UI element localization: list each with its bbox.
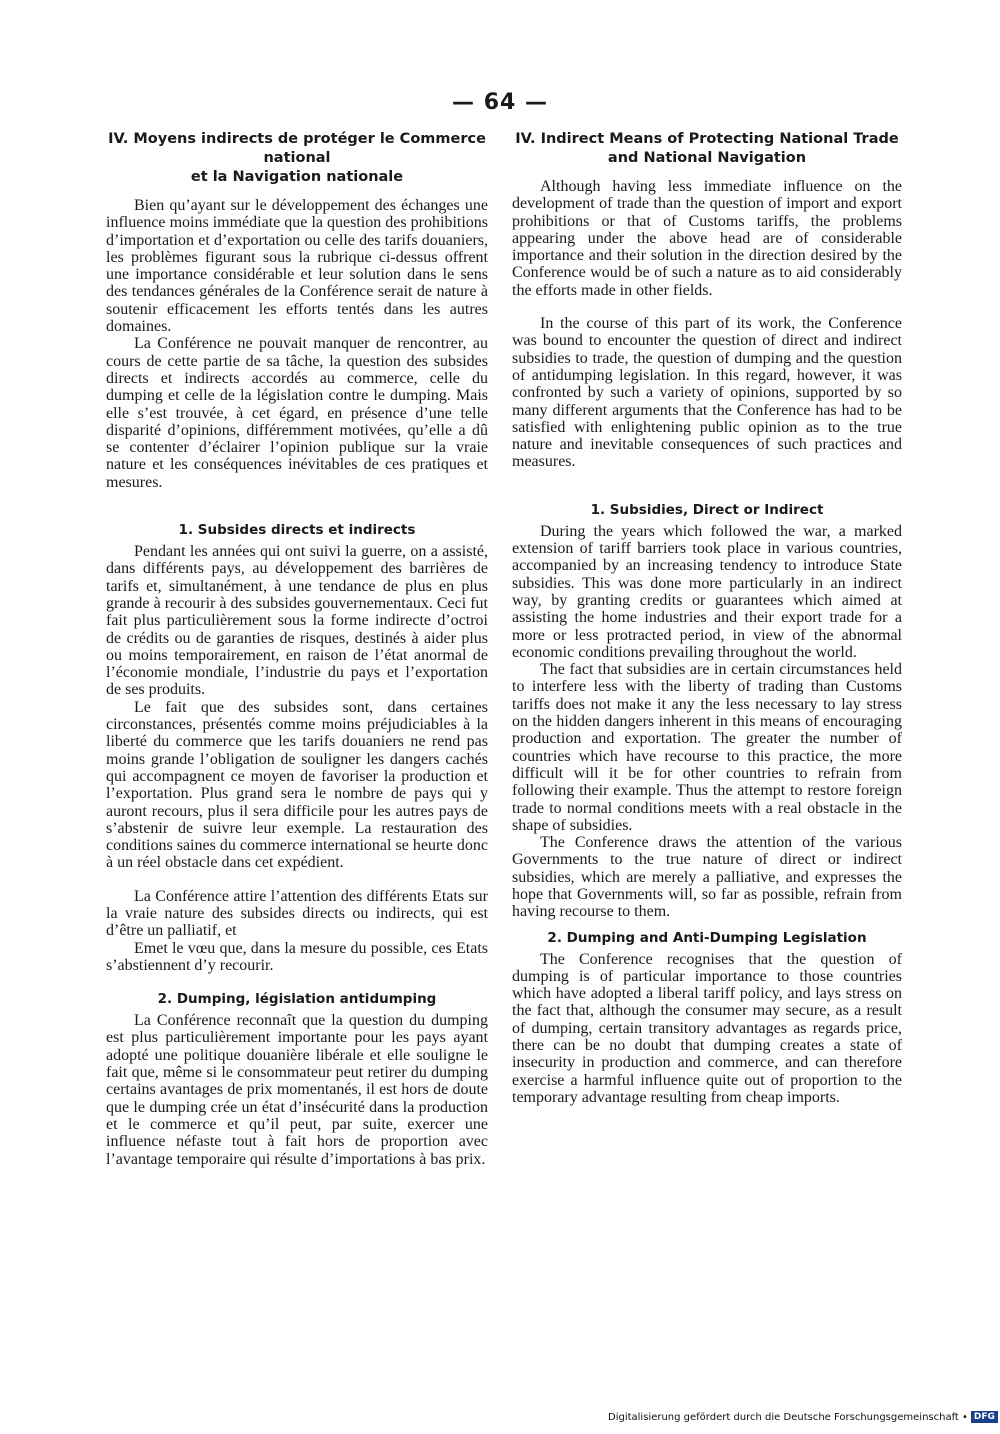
section-title-en xyxy=(512,130,902,168)
section-title-fr-line1: IV. Moyens indirects de protéger le Commerce national xyxy=(108,131,486,166)
subsection-title-en-dumping: 2. Dumping and Anti-Dumping Legislation xyxy=(547,929,867,946)
right-column-english xyxy=(512,130,902,1106)
intro-paragraph-fr-1: Bien qu’ayant sur le développement des échanges une influence moins immédiate que la question des prohibitions d’importation et d’exportation ou celle des tarifs douaniers, les problèmes figurant sous la rubrique ci-dessus offrent une importance considérable et leur solution dans le sens des tendances générales de la Conférence serait de nature à soutenir efficacement les efforts tentés dans les autres domaines. xyxy=(106,197,488,336)
footer-credit-text: Digitalisierung gefördert durch die Deutsche Forschungsgemeinschaft • xyxy=(608,1412,968,1423)
section-title-en-line1: IV. Indirect Means of Protecting National Trade xyxy=(515,131,899,147)
subsidies-paragraph-en-2: The fact that subsidies are in certain circumstances held to interfere less with the liberty of trading than Customs tariffs does not make it any the less necessary to lay stress on the hidden dangers inherent in this means of encouraging production and exportation. The greater the number of countries which have recourse to this practice, the more difficult will it be for other countries to refrain from following their example. Thus the attempt to restore foreign trade to normal conditions meets with a real obstacle in the shape of subsidies. xyxy=(512,661,902,834)
left-column-french xyxy=(106,130,488,1168)
dumping-paragraph-en-1: The Conference recognises that the question of dumping is of particular importance to those countries which have adopted a liberal tariff policy, and lays stress on the fact that, although the consumer may secure, as a result of dumping, certain transitory advantages as regards price, there can be no doubt that dumping creates a state of insecurity in production and commerce, and can therefore exercise a harmful influence quite out of proportion to the temporary advantage resulting from cheap imports. xyxy=(512,950,902,1106)
subsidies-paragraph-fr-1: Pendant les années qui ont suivi la guerre, on a assisté, dans différents pays, au développement des barrières de tarifs et, simultanément, à une tendance de plus en plus grande à recourir à des subsides gouvernementaux. Ceci fut fait plus particulièrement sous la forme indirecte d’octroi de crédits ou de garanties de risques, destinés à aider plus ou moins temporairement, en raison de l’état anormal de l’économie mondiale, l’industrie du pays et l’exportation de ses produits. xyxy=(106,543,488,699)
section-title-fr-line2: et la Navigation nationale xyxy=(190,169,404,185)
dfg-logo: DFG xyxy=(971,1411,998,1423)
digitization-credit-footer xyxy=(608,1411,998,1423)
section-title-fr xyxy=(106,130,488,187)
intro-paragraph-en-2: In the course of this part of its work, the Conference was bound to encounter the question of direct and indirect subsidies to trade, the question of dumping and the question of antidumping legislation. In this regard, however, it was confronted by such a variety of opinions, supported by so many different arguments that the Conference has had to be satisfied with enlightening public opinion as to the true nature and inevitable consequences of such practices and measures. xyxy=(512,315,902,471)
subsection-title-fr-dumping: 2. Dumping, législation antidumping xyxy=(157,991,437,1008)
intro-paragraph-en-1: Although having less immediate influence on the development of trade than the question of import and export prohibitions or that of Customs tariffs, the problems appearing under the above head are of considerable importance and their solution in the direction desired by the Conference would be of such a nature as to aid considerably the efforts made in other fields. xyxy=(512,178,902,299)
subsidies-paragraph-fr-4: Emet le vœu que, dans la mesure du possible, ces Etats s’abstiennent d’y recourir. xyxy=(106,939,488,974)
dumping-paragraph-fr-1: La Conférence reconnaît que la question du dumping est plus particulièrement importante pour les pays ayant adopté une politique douanière libérale et elle souligne le fait que, même si le consommateur peut retirer du dumping certains avantages de prix momentanés, il est hors de doute que le dumping crée un état d’insécurité dans la production et le commerce et qu’il peut, par suite, exercer une influence néfaste tout à fait hors de proportion avec l’avantage temporaire qui résulte d’importations à bas prix. xyxy=(106,1012,488,1168)
page-number: — 64 — xyxy=(452,90,548,115)
subsidies-paragraph-en-3: The Conference draws the attention of the various Governments to the true nature of direct or indirect subsidies, which are merely a palliative, and expresses the hope that Governments will, so far as possible, refrain from having recourse to them. xyxy=(512,834,902,921)
subsidies-paragraph-fr-3: La Conférence attire l’attention des différents Etats sur la vraie nature des subsides directs ou indirects, qui est d’être un palliatif, et xyxy=(106,887,488,940)
subsection-title-en-subsidies: 1. Subsidies, Direct or Indirect xyxy=(590,501,824,518)
subsidies-paragraph-en-1: During the years which followed the war, a marked extension of tariff barriers took place in various countries, accompanied by an increasing tendency to introduce State subsidies. This was done more particularly in an indirect way, by granting credits or guarantees which aimed at assisting the home industries and their export trade for a more or less protracted period, in view of the abnormal economic conditions prevailing throughout the world. xyxy=(512,522,902,661)
subsidies-paragraph-fr-2: Le fait que des subsides sont, dans certaines circonstances, présentés comme moins préjudiciables à la liberté du commerce que les tarifs douaniers ne rend pas moins grande l’obligation de souligner les dangers cachés qui accompagnent ce moyen de favoriser la production et l’exportation. Plus grand sera le nombre de pays qui y auront recours, plus il sera difficile pour les autres pays de s’abstenir de suivre leur exemple. La restauration des conditions saines du commerce international se heurte donc à un réel obstacle dans cet expédient. xyxy=(106,698,488,872)
intro-paragraph-fr-2: La Conférence ne pouvait manquer de rencontrer, au cours de cette partie de sa tâche, la question des subsides directs et indirects accordés au commerce, celle du dumping et celle de la législation contre le dumping. Mais elle s’est trouvée, à cet égard, en présence d’une telle disparité d’opinions, différemment motivées, qu’elle a dû se contenter d’éclairer l’opinion publique sur la vraie nature et les conséquences inévitables de ces pratiques et mesures. xyxy=(106,335,488,491)
subsection-title-fr-subsidies: 1. Subsides directs et indirects xyxy=(178,522,416,539)
section-title-en-line2: and National Navigation xyxy=(607,150,807,166)
